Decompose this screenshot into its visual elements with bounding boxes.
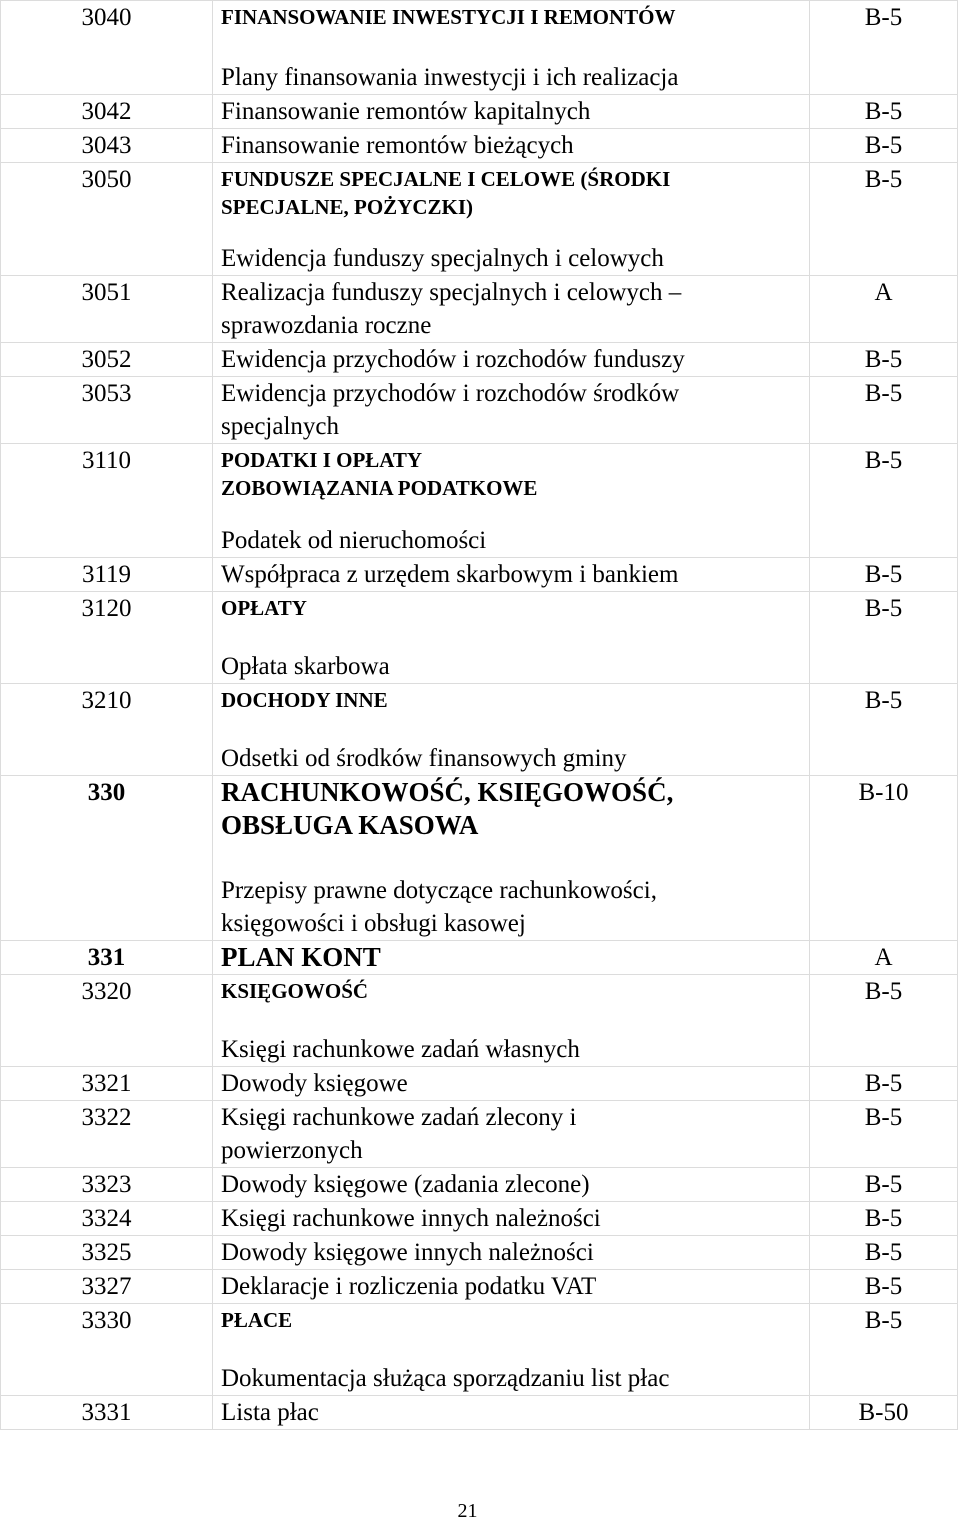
- symbol-cell: 3040: [1, 1, 213, 95]
- table-row: [1, 1236, 958, 1270]
- table-row: [1, 1396, 958, 1430]
- category-cell: B-5: [810, 95, 958, 129]
- symbol-cell: 3325: [1, 1236, 213, 1270]
- page-number: 21: [457, 1500, 478, 1522]
- section-description: Plany finansowania inwestycji i ich realizacja: [221, 64, 679, 91]
- section-heading: DOCHODY INNE: [221, 688, 388, 712]
- symbol-cell: 3323: [1, 1168, 213, 1202]
- section-description: Księgi rachunkowe zadań własnych: [221, 1036, 580, 1063]
- category-cell: B-10: [810, 776, 958, 941]
- symbol-cell: 3042: [1, 95, 213, 129]
- symbol-cell: 3052: [1, 343, 213, 377]
- description-cell: [213, 444, 810, 558]
- section-heading-continued: ZOBOWIĄZANIA PODATKOWE: [221, 476, 538, 500]
- category-cell: B-5: [810, 129, 958, 163]
- symbol-cell: 330: [1, 776, 213, 941]
- section-heading: PŁACE: [221, 1308, 293, 1332]
- section-heading: FINANSOWANIE INWESTYCJI I REMONTÓW: [221, 5, 676, 29]
- table-row: [1, 592, 958, 684]
- table-row: [1, 558, 958, 592]
- description-cell: Księgi rachunkowe innych należności: [213, 1202, 810, 1236]
- description-cell: Deklaracje i rozliczenia podatku VAT: [213, 1270, 810, 1304]
- category-cell: B-5: [810, 975, 958, 1067]
- table-row: [1, 975, 958, 1067]
- table-row: [1, 1304, 958, 1396]
- table-row: [1, 1202, 958, 1236]
- description-cell: Lista płac: [213, 1396, 810, 1430]
- category-cell: B-5: [810, 1270, 958, 1304]
- category-cell: B-5: [810, 444, 958, 558]
- description-cell: [213, 941, 810, 975]
- table-row: [1, 1168, 958, 1202]
- category-cell: B-5: [810, 558, 958, 592]
- description-cell: [213, 276, 810, 343]
- category-cell: B-5: [810, 1304, 958, 1396]
- table-row: [1, 444, 958, 558]
- description-cell: [213, 1304, 810, 1396]
- category-cell: A: [810, 276, 958, 343]
- category-cell: B-5: [810, 684, 958, 776]
- symbol-cell: 3324: [1, 1202, 213, 1236]
- description-cell: [213, 1, 810, 95]
- section-heading: PLAN KONT: [221, 942, 381, 972]
- table-row: [1, 941, 958, 975]
- section-heading: OPŁATY: [221, 596, 307, 620]
- table-row: [1, 343, 958, 377]
- category-cell: B-50: [810, 1396, 958, 1430]
- description-cell: [213, 684, 810, 776]
- symbol-cell: 3110: [1, 444, 213, 558]
- category-cell: A: [810, 941, 958, 975]
- category-cell: B-5: [810, 377, 958, 444]
- category-cell: B-5: [810, 592, 958, 684]
- symbol-cell: 3053: [1, 377, 213, 444]
- section-heading: RACHUNKOWOŚĆ, KSIĘGOWOŚĆ,: [221, 777, 674, 807]
- category-cell: B-5: [810, 1067, 958, 1101]
- category-cell: B-5: [810, 1101, 958, 1168]
- section-description-continued: księgowości i obsługi kasowej: [221, 910, 526, 937]
- section-description: Podatek od nieruchomości: [221, 527, 487, 554]
- table-row: [1, 276, 958, 343]
- symbol-cell: 3050: [1, 163, 213, 276]
- description-cell: [213, 163, 810, 276]
- table-row: [1, 129, 958, 163]
- description-cell: [213, 1101, 810, 1168]
- category-cell: B-5: [810, 1202, 958, 1236]
- symbol-cell: 3119: [1, 558, 213, 592]
- category-cell: B-5: [810, 163, 958, 276]
- table-row: [1, 1101, 958, 1168]
- symbol-cell: 331: [1, 941, 213, 975]
- description-line: Ewidencja przychodów i rozchodów środków: [221, 380, 680, 407]
- table-row: [1, 1270, 958, 1304]
- table-row: [1, 684, 958, 776]
- description-line-continued: powierzonych: [221, 1137, 363, 1164]
- description-cell: [213, 377, 810, 444]
- description-cell: Ewidencja przychodów i rozchodów funduszy: [213, 343, 810, 377]
- category-cell: B-5: [810, 343, 958, 377]
- description-line-continued: specjalnych: [221, 413, 340, 440]
- section-description: Ewidencja funduszy specjalnych i celowych: [221, 245, 664, 272]
- description-cell: [213, 592, 810, 684]
- section-heading: KSIĘGOWOŚĆ: [221, 979, 369, 1003]
- table-row: [1, 1067, 958, 1101]
- description-cell: Finansowanie remontów bieżących: [213, 129, 810, 163]
- category-cell: B-5: [810, 1, 958, 95]
- symbol-cell: 3210: [1, 684, 213, 776]
- section-heading: FUNDUSZE SPECJALNE I CELOWE (ŚRODKI: [221, 167, 671, 191]
- section-heading-continued: SPECJALNE, POŻYCZKI): [221, 195, 474, 219]
- description-cell: Dowody księgowe (zadania zlecone): [213, 1168, 810, 1202]
- description-cell: Współpraca z urzędem skarbowym i bankiem: [213, 558, 810, 592]
- section-heading: PODATKI I OPŁATY: [221, 448, 423, 472]
- symbol-cell: 3320: [1, 975, 213, 1067]
- description-cell: [213, 776, 810, 941]
- symbol-cell: 3043: [1, 129, 213, 163]
- symbol-cell: 3331: [1, 1396, 213, 1430]
- description-line: Księgi rachunkowe zadań zlecony i: [221, 1104, 577, 1131]
- description-cell: Finansowanie remontów kapitalnych: [213, 95, 810, 129]
- description-cell: Dowody księgowe: [213, 1067, 810, 1101]
- section-description: Opłata skarbowa: [221, 653, 390, 680]
- table-row: [1, 377, 958, 444]
- symbol-cell: 3330: [1, 1304, 213, 1396]
- symbol-cell: 3051: [1, 276, 213, 343]
- symbol-cell: 3120: [1, 592, 213, 684]
- section-description: Odsetki od środków finansowych gminy: [221, 745, 627, 772]
- symbol-cell: 3321: [1, 1067, 213, 1101]
- description-line: Realizacja funduszy specjalnych i celowych –: [221, 279, 682, 306]
- category-cell: B-5: [810, 1236, 958, 1270]
- category-cell: B-5: [810, 1168, 958, 1202]
- table-row: [1, 163, 958, 276]
- table-row: [1, 95, 958, 129]
- description-line-continued: sprawozdania roczne: [221, 312, 432, 339]
- description-cell: [213, 975, 810, 1067]
- section-heading-continued: OBSŁUGA KASOWA: [221, 810, 479, 840]
- section-description: Przepisy prawne dotyczące rachunkowości,: [221, 877, 657, 904]
- section-description: Dokumentacja służąca sporządzaniu list płac: [221, 1365, 670, 1392]
- table-row: [1, 776, 958, 941]
- symbol-cell: 3322: [1, 1101, 213, 1168]
- description-cell: Dowody księgowe innych należności: [213, 1236, 810, 1270]
- symbol-cell: 3327: [1, 1270, 213, 1304]
- table-row: [1, 1, 958, 95]
